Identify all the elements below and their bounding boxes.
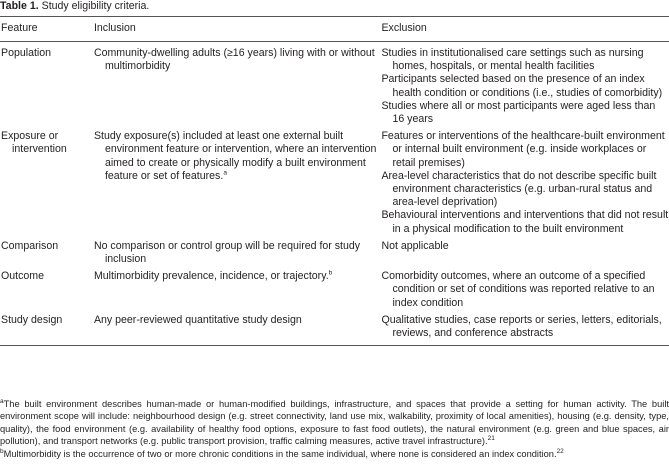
exclusion-item: Not applicable bbox=[381, 239, 449, 252]
exclusion-item: Participants selected based on the presence of an index health condition or conditions (i.e., studies of comorbidity) bbox=[381, 73, 663, 99]
feature-label: Outcome bbox=[1, 270, 44, 283]
inclusion-text bbox=[94, 47, 382, 73]
footnote-marker-b: b bbox=[0, 447, 4, 455]
header-inclusion: Inclusion bbox=[94, 17, 382, 42]
eligibility-table-container bbox=[0, 16, 669, 346]
exclusion-cell bbox=[381, 314, 669, 346]
footnote-marker-a: a bbox=[0, 397, 4, 405]
inclusion-text bbox=[94, 270, 382, 283]
inclusion-body: No comparison or control group will be required for study inclusion bbox=[93, 239, 361, 266]
table-row-study-design bbox=[0, 314, 669, 346]
exclusion-item: Studies where all or most participants were aged less than 16 years bbox=[381, 99, 656, 126]
feature-cell bbox=[0, 314, 94, 346]
header-exclusion: Exclusion bbox=[381, 17, 669, 42]
citation-ref-21: 21 bbox=[487, 435, 495, 443]
exclusion-item: Area-level characteristics that do not describe specific built environment characteristics (e.g. urban-rural status and area-level deprivation) bbox=[381, 169, 657, 209]
feature-cell bbox=[0, 270, 94, 314]
footnote-ref-a: a bbox=[223, 169, 227, 177]
inclusion-body: Study exposure(s) included at least one external built environment feature or intervention, where an intervention aimed to create or physically modify a built environment feature or set of features. bbox=[93, 130, 377, 182]
exclusion-item: Features or interventions of the healthcare-built environment or internal built environment (e.g. inside workplaces or retail premises) bbox=[381, 130, 665, 169]
feature-label: Exposure or intervention bbox=[1, 130, 67, 156]
table-row-exposure bbox=[0, 130, 669, 240]
exclusion-item: Studies in institutionalised care settings such as nursing homes, hospitals, or mental health facilities bbox=[381, 47, 644, 73]
feature-label: Population bbox=[1, 47, 52, 59]
inclusion-text bbox=[94, 240, 382, 266]
exclusion-item: Behavioural interventions and interventions that did not result in a physical modification to the built environment bbox=[381, 209, 669, 235]
table-title: Study eligibility criteria. bbox=[41, 0, 150, 12]
exclusion-cell bbox=[381, 42, 669, 131]
feature-cell bbox=[0, 130, 94, 240]
footnote-b-text: Multimorbidity is the occurrence of two or more chronic conditions in the same individual, where none is considered an index condition. bbox=[3, 448, 557, 459]
table-row-outcome bbox=[0, 270, 669, 314]
feature-cell bbox=[0, 42, 94, 131]
header-row bbox=[0, 17, 669, 42]
exclusion-cell bbox=[381, 130, 669, 240]
inclusion-cell bbox=[94, 42, 382, 131]
inclusion-cell bbox=[94, 240, 382, 270]
footnote-a-text: The built environment describes human-made or human-modified buildings, infrastructure, and spaces that provide a setting for human activity. The built environment scope will include: neighbourhood design (e.g. street connectivity, land use mix, walkability, proximity of local amenities), housing (e.g. density, type, quality), the food environment (e.g. availability of healthy food options, exposure to fast food outlets), the natural environment (e.g. green and blue spaces, air pollution), and transport networks (e.g. public transport provision, traffic calming measures, active travel infrastructure). bbox=[0, 399, 669, 447]
exclusion-cell bbox=[381, 270, 669, 314]
feature-label: Study design bbox=[1, 313, 63, 326]
inclusion-body: Community-dwelling adults (≥16 years) living with or without multimorbidity bbox=[93, 47, 375, 73]
table-caption bbox=[0, 0, 149, 13]
feature-label: Comparison bbox=[1, 239, 59, 252]
table-footnotes bbox=[0, 398, 669, 460]
inclusion-cell bbox=[94, 270, 382, 314]
table-row-comparison bbox=[0, 240, 669, 270]
inclusion-body: Any peer-reviewed quantitative study design bbox=[93, 313, 302, 326]
feature-cell bbox=[0, 240, 94, 270]
footnote-ref-b: b bbox=[328, 269, 333, 277]
inclusion-cell bbox=[94, 314, 382, 346]
exclusion-item: Comorbidity outcomes, where an outcome of a specified condition or set of conditions was reported relative to an index condition bbox=[381, 270, 655, 309]
inclusion-cell bbox=[94, 130, 382, 240]
table-label: Table 1. bbox=[0, 0, 39, 12]
citation-ref-22: 22 bbox=[556, 447, 564, 455]
footnote-b bbox=[0, 448, 669, 460]
table-row-population bbox=[0, 42, 669, 131]
footnote-a bbox=[0, 398, 669, 448]
header-feature: Feature bbox=[0, 17, 94, 42]
eligibility-table bbox=[0, 16, 669, 346]
exclusion-item: Qualitative studies, case reports or series, letters, editorials, reviews, and conference abstracts bbox=[381, 313, 662, 340]
exclusion-cell bbox=[381, 240, 669, 270]
inclusion-text bbox=[94, 130, 382, 183]
inclusion-body: Multimorbidity prevalence, incidence, or trajectory. bbox=[93, 270, 329, 283]
inclusion-text bbox=[94, 314, 382, 327]
